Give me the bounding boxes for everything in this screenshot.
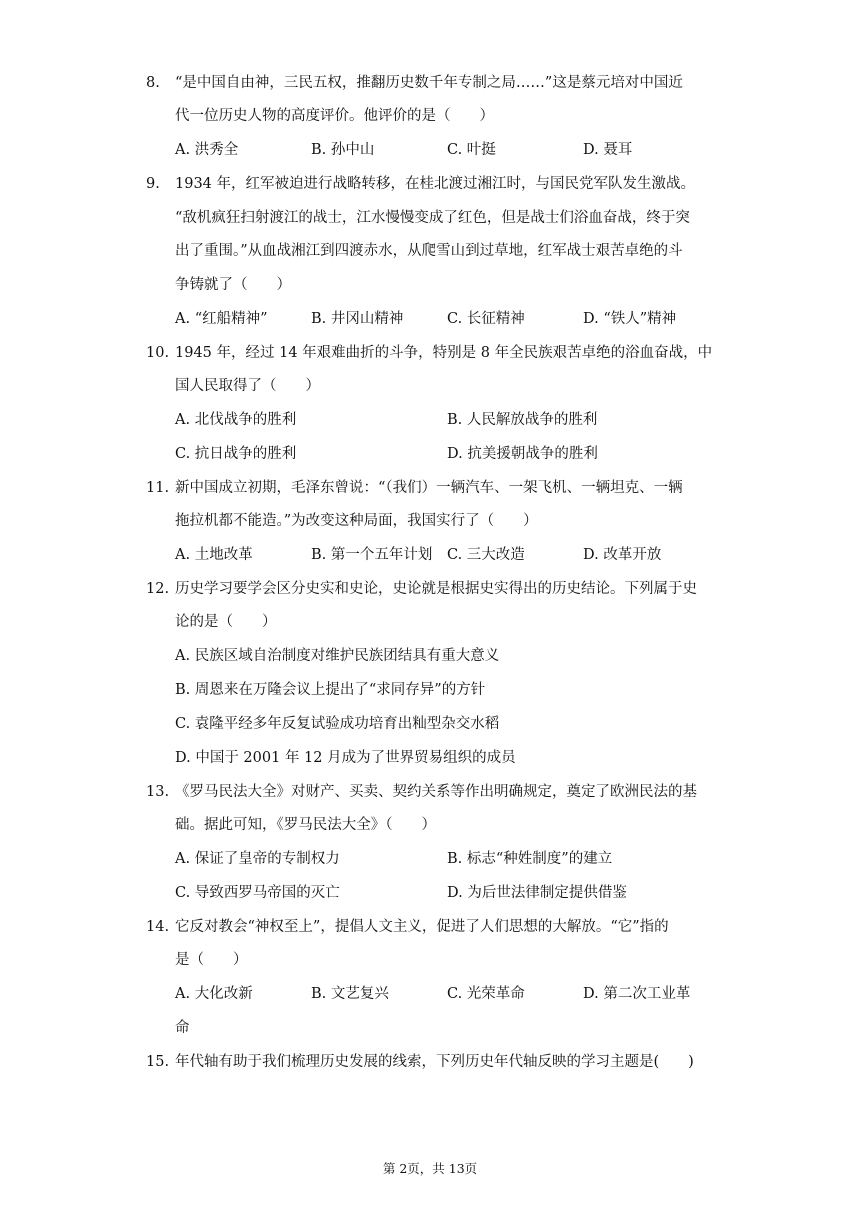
option-a: A. 土地改革	[175, 547, 253, 563]
option-b: B. 孙中山	[311, 142, 375, 158]
option-a: A. “红船精神”	[175, 311, 268, 327]
option-c: C. 袁隆平经多年反复试验成功培育出籼型杂交水稻	[175, 716, 500, 732]
option-b: B. 井冈山精神	[311, 311, 404, 327]
question-stem-line: 《罗马民法大全》对财产、买卖、契约关系等作出明确规定，奠定了欧洲民法的基	[175, 784, 697, 800]
option-c: C. 抗日战争的胜利	[175, 446, 297, 462]
question-number: 15.	[146, 1054, 170, 1070]
question-stem-line: 历史学习要学会区分史实和史论，史论就是根据史实得出的历史结论。下列属于史	[175, 581, 697, 597]
question-stem-line: 国人民取得了（ ）	[175, 378, 320, 394]
question-stem-line: “是中国自由神，三民五权，推翻历史数千年专制之局……”这是蔡元培对中国近	[175, 75, 683, 91]
question-number: 9.	[146, 176, 160, 192]
option-b: B. 文艺复兴	[311, 986, 389, 1002]
question-number: 11.	[146, 480, 170, 496]
question-stem-line: 1934 年，红军被迫进行战略转移，在桂北渡过湘江时，与国民党军队发生激战。	[175, 176, 696, 192]
option-c: C. 导致西罗马帝国的灭亡	[175, 885, 340, 901]
option-a: A. 北伐战争的胜利	[175, 412, 297, 428]
option-a: A. 民族区域自治制度对维护民族团结具有重大意义	[175, 648, 500, 664]
option-b: B. 人民解放战争的胜利	[447, 412, 598, 428]
question-stem-line: 它反对教会“神权至上”，提倡人文主义，促进了人们思想的大解放。“它”指的	[175, 919, 669, 935]
question-stem-line: 论的是（ ）	[175, 614, 277, 630]
option-a: A. 洪秀全	[175, 142, 239, 158]
option-d: D. 中国于 2001 年 12 月成为了世界贸易组织的成员	[175, 750, 516, 766]
option-c: C. 三大改造	[447, 547, 525, 563]
option-d-continued: 命	[175, 1020, 190, 1036]
option-c: C. 长征精神	[447, 311, 525, 327]
question-stem-line: 拖拉机都不能造。”为改变这种局面，我国实行了（ ）	[175, 513, 538, 529]
question-stem-line: 出了重围。”从血战湘江到四渡赤水，从爬雪山到过草地，红军战士艰苦卓绝的斗	[175, 243, 683, 259]
option-a: A. 大化改新	[175, 986, 253, 1002]
question-stem-line: 础。据此可知，《罗马民法大全》（ ）	[175, 817, 436, 833]
question-number: 13.	[146, 784, 170, 800]
question-stem-line: 代一位历史人物的高度评价。他评价的是（ ）	[175, 108, 494, 124]
question-stem-line: 1945 年，经过 14 年艰难曲折的斗争，特别是 8 年全民族艰苦卓绝的浴血奋战，中	[175, 345, 713, 361]
option-d: D. 抗美援朝战争的胜利	[447, 446, 598, 462]
option-c: C. 光荣革命	[447, 986, 525, 1002]
question-number: 12.	[146, 581, 170, 597]
question-stem-line: 新中国成立初期，毛泽东曾说：“（我们）一辆汽车、一架飞机、一辆坦克、一辆	[175, 480, 683, 496]
question-number: 8.	[146, 75, 160, 91]
question-stem-line: “敌机疯狂扫射渡江的战士，江水慢慢变成了红色，但是战士们浴血奋战，终于突	[175, 210, 690, 226]
option-a: A. 保证了皇帝的专制权力	[175, 851, 340, 867]
option-d: D. 改革开放	[583, 547, 662, 563]
option-d: D. 为后世法律制定提供借鉴	[447, 885, 627, 901]
option-d: D. “铁人”精神	[583, 311, 677, 327]
question-stem-line: 年代轴有助于我们梳理历史发展的线索，下列历史年代轴反映的学习主题是( )	[175, 1054, 694, 1070]
option-b: B. 周恩来在万隆会议上提出了“求同存异”的方针	[175, 682, 486, 698]
question-number: 14.	[146, 919, 170, 935]
option-d: D. 第二次工业革	[583, 986, 691, 1002]
option-d: D. 聂耳	[583, 142, 633, 158]
question-stem-line: 争铸就了（ ）	[175, 277, 291, 293]
option-c: C. 叶挺	[447, 142, 496, 158]
page-footer: 第 2页，共 13页	[382, 1161, 478, 1176]
option-b: B. 标志“种姓制度”的建立	[447, 851, 613, 867]
question-number: 10.	[146, 345, 170, 361]
question-stem-line: 是（ ）	[175, 952, 248, 968]
option-b: B. 第一个五年计划	[311, 547, 433, 563]
